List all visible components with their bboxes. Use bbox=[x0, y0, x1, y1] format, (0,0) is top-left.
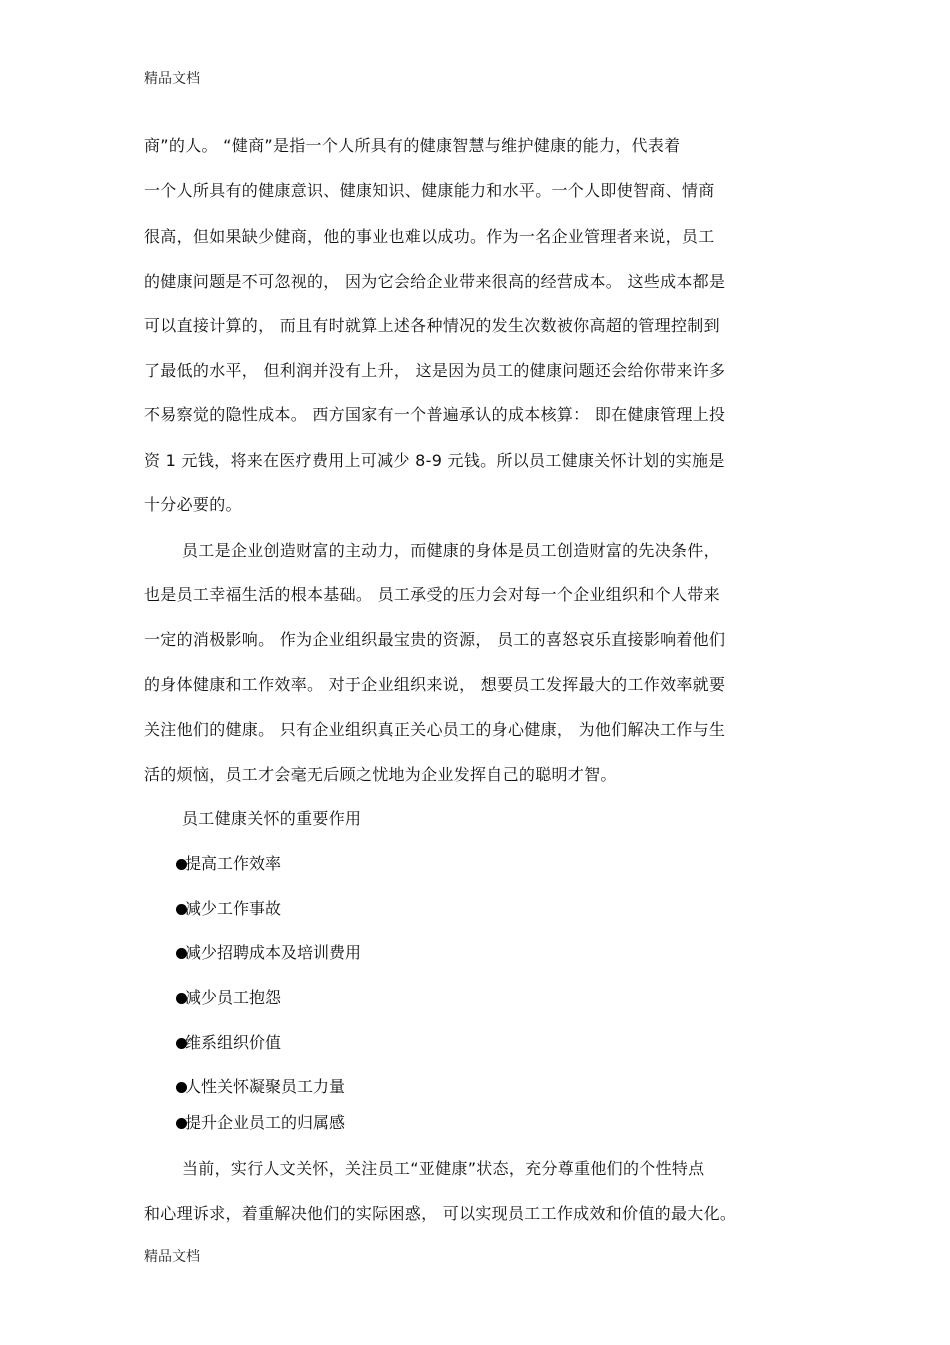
list-item bbox=[176, 898, 281, 920]
text-line: 也是员工幸福生活的根本基础。 员工承受的压力会对每一个企业组织和个人带来 bbox=[144, 585, 720, 604]
text-line: 一个人所具有的健康意识、健康知识、健康能力和水平。一个人即使智商、情商 bbox=[144, 181, 715, 200]
section-title: 员工健康关怀的重要作用 bbox=[182, 809, 362, 828]
list-item-label: 减少员工抱怨 bbox=[185, 988, 282, 1007]
text-line: 一定的消极影响。 作为企业组织最宝贵的资源， 员工的喜怒哀乐直接影响着他们 bbox=[144, 630, 726, 649]
text-line: 和心理诉求，着重解决他们的实际困惑， 可以实现员工工作成效和价值的最大化。 bbox=[144, 1204, 737, 1223]
text-line: 资 1 元钱，将来在医疗费用上可减少 8-9 元钱。所以员工健康关怀计划的实施是 bbox=[144, 451, 725, 470]
text-line: 当前，实行人文关怀，关注员工“亚健康”状态，充分尊重他们的个性特点 bbox=[182, 1159, 705, 1178]
list-item-label: 减少工作事故 bbox=[185, 899, 282, 918]
list-item-label: 人性关怀凝聚员工力量 bbox=[185, 1077, 346, 1096]
page-footer: 精品文档 bbox=[144, 1249, 200, 1265]
list-item-label: 减少招聘成本及培训费用 bbox=[185, 943, 362, 962]
text-line: 商”的人。 “健商”是指一个人所具有的健康智慧与维护健康的能力，代表着 bbox=[144, 136, 681, 155]
text-line: 员工是企业创造财富的主动力，而健康的身体是员工创造财富的先决条件， bbox=[182, 541, 720, 560]
text-line: 了最低的水平， 但利润并没有上升， 这是因为员工的健康问题还会给你带来许多 bbox=[144, 361, 726, 380]
text-line: 的健康问题是不可忽视的， 因为它会给企业带来很高的经营成本。 这些成本都是 bbox=[144, 272, 726, 291]
text-line: 的身体健康和工作效率。 对于企业组织来说， 想要员工发挥最大的工作效率就要 bbox=[144, 675, 726, 694]
text-line: 可以直接计算的， 而且有时就算上述各种情况的发生次数被你高超的管理控制到 bbox=[144, 316, 720, 335]
text-line: 十分必要的。 bbox=[144, 495, 242, 514]
text-line: 不易察觉的隐性成本。 西方国家有一个普遍承认的成本核算： 即在健康管理上投 bbox=[144, 405, 726, 424]
list-item bbox=[176, 853, 281, 875]
text-line: 活的烦恼，员工才会毫无后顾之忧地为企业发挥自己的聪明才智。 bbox=[144, 765, 617, 784]
page-header: 精品文档 bbox=[144, 71, 200, 87]
list-item bbox=[176, 1032, 281, 1054]
list-item bbox=[176, 1076, 345, 1098]
text-line: 关注他们的健康。 只有企业组织真正关心员工的身心健康， 为他们解决工作与生 bbox=[144, 720, 726, 739]
list-item-label: 提升企业员工的归属感 bbox=[185, 1113, 346, 1132]
list-item bbox=[176, 1112, 345, 1134]
list-item bbox=[176, 942, 361, 964]
list-item-label: 提高工作效率 bbox=[185, 854, 282, 873]
list-item bbox=[176, 987, 281, 1009]
text-line: 很高，但如果缺少健商，他的事业也难以成功。作为一名企业管理者来说，员工 bbox=[144, 227, 715, 246]
list-item-label: 维系组织价值 bbox=[185, 1033, 282, 1052]
